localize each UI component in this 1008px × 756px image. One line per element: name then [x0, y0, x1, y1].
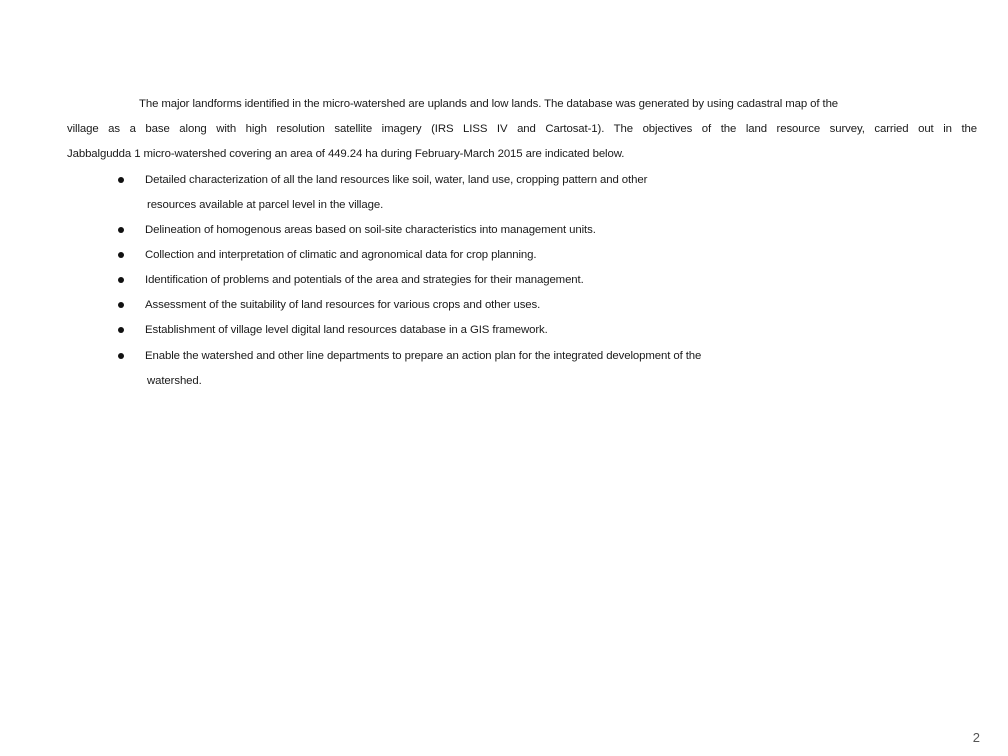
- objective-7-line-2: watershed.: [147, 375, 202, 387]
- bullet-icon: [118, 302, 124, 308]
- intro-line-3: Jabbalgudda 1 micro-watershed covering an area of 449.24 ha during February-March 2015 are indicated below.: [67, 148, 625, 160]
- bullet-icon: [118, 252, 124, 258]
- objective-2: Delineation of homogenous areas based on soil-site characteristics into management units.: [145, 224, 596, 236]
- objective-7-line-1: Enable the watershed and other line departments to prepare an action plan for the integrated development of the: [145, 350, 702, 362]
- objective-1-line-1: Detailed characterization of all the land resources like soil, water, land use, cropping pattern and other: [145, 174, 648, 186]
- objective-1-line-2: resources available at parcel level in the village.: [147, 199, 384, 211]
- bullet-icon: [118, 227, 124, 233]
- bullet-icon: [118, 277, 124, 283]
- page-number: 2: [972, 730, 980, 745]
- bullet-icon: [118, 327, 124, 333]
- bullet-icon: [118, 353, 124, 359]
- objective-3: Collection and interpretation of climatic and agronomical data for crop planning.: [145, 249, 537, 261]
- objective-6: Establishment of village level digital land resources database in a GIS framework.: [145, 324, 548, 336]
- objective-4: Identification of problems and potentials of the area and strategies for their management.: [145, 274, 584, 286]
- objective-5: Assessment of the suitability of land resources for various crops and other uses.: [145, 299, 541, 311]
- intro-line-1: The major landforms identified in the micro-watershed are uplands and low lands. The database was generated by using cadastral map of the: [139, 98, 839, 110]
- intro-line-2: village as a base along with high resolution satellite imagery (IRS LISS IV and Cartosat-1). The objectives of the land resource survey, carried out in the: [67, 123, 977, 135]
- bullet-icon: [118, 177, 124, 183]
